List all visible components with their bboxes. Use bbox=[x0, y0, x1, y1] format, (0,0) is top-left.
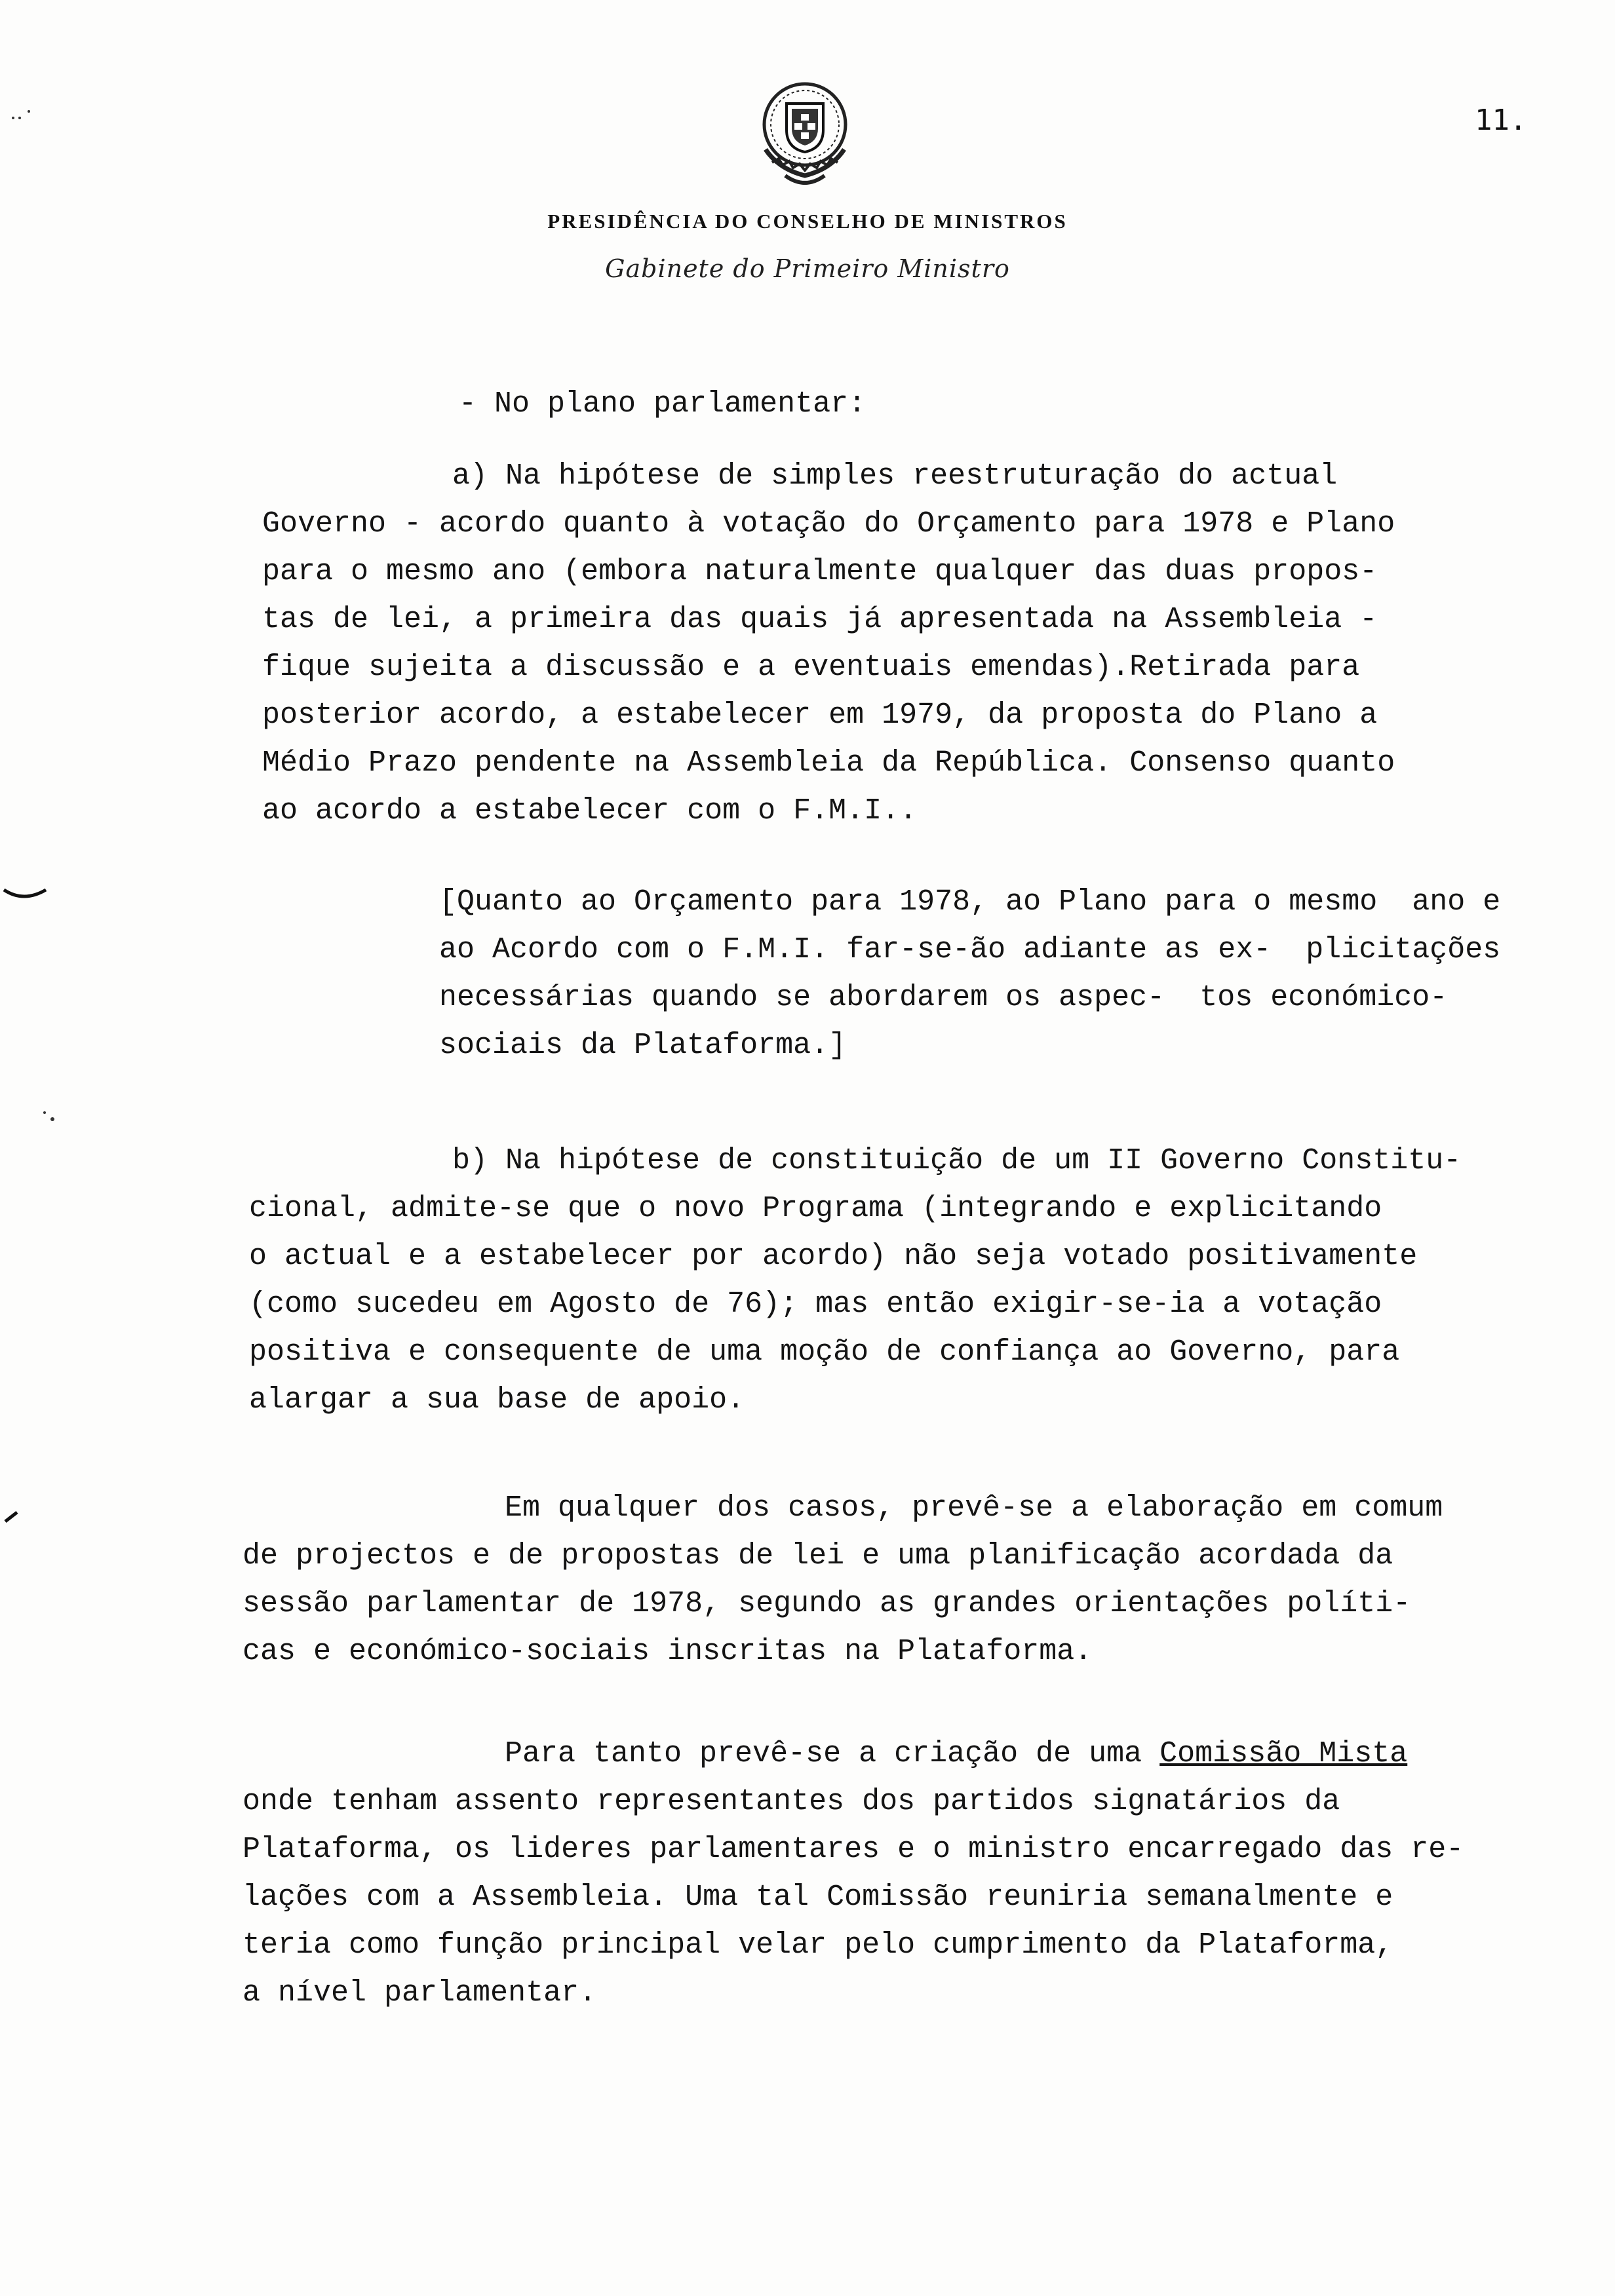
text-line: ao acordo a estabelecer com o F.M.I.. bbox=[262, 794, 918, 828]
letterhead-office: Gabinete do Primeiro Ministro bbox=[605, 254, 1010, 283]
text-line: ano e ao Acordo com o F.M.I. far-se-ão adiante as ex- bbox=[439, 885, 1501, 966]
text-line: para o mesmo ano (embora naturalmente qualquer das duas propos- bbox=[262, 555, 1378, 588]
text-line: plicitações necessárias quando se abordarem os aspec- bbox=[439, 933, 1501, 1014]
text-run: Para tanto prevê-se a criação de uma bbox=[505, 1737, 1160, 1770]
text-line: (como sucedeu em Agosto de 76); mas então exigir-se-ia a votação bbox=[249, 1288, 1382, 1321]
text-line: lações com a Assembleia. Uma tal Comissão reuniria semanalmente e bbox=[243, 1881, 1393, 1914]
margin-dots bbox=[39, 1107, 59, 1127]
text-line: b) Na hipótese de constituição de um II Governo Constitu- bbox=[452, 1144, 1462, 1177]
text-line: Plataforma, os lideres parlamentares e o ministro encarregado das re- bbox=[243, 1833, 1464, 1866]
text-line: fique sujeita a discussão e a eventuais emendas).Retirada para bbox=[262, 651, 1360, 684]
coat-of-arms-emblem bbox=[752, 77, 857, 192]
letterhead-institution: PRESIDÊNCIA DO CONSELHO DE MINISTROS bbox=[547, 210, 1068, 233]
page-number: 11. bbox=[1475, 104, 1527, 137]
section-intro: - No plano parlamentar: bbox=[459, 387, 866, 421]
text-line: cional, admite-se que o novo Programa (integrando e explicitando bbox=[249, 1192, 1382, 1225]
text-line: Em qualquer dos casos, prevê-se a elaboração em comum bbox=[505, 1491, 1443, 1525]
text-line: tas de lei, a primeira das quais já apresentada na Assembleia - bbox=[262, 603, 1378, 636]
text-line: posterior acordo, a estabelecer em 1979, da proposta do Plano a bbox=[262, 698, 1378, 732]
text-line: a nível parlamentar. bbox=[243, 1976, 597, 2010]
underlined-term: Comissão Mista bbox=[1159, 1737, 1408, 1770]
bracketed-note bbox=[439, 878, 1508, 1069]
text-line: teria como função principal velar pelo cumprimento da Plataforma, bbox=[243, 1928, 1393, 1962]
paragraph-d bbox=[243, 1730, 1573, 2017]
margin-scratch-mark bbox=[3, 885, 49, 904]
paragraph-b bbox=[243, 1137, 1573, 1424]
text-line: Médio Prazo pendente na Assembleia da República. Consenso quanto bbox=[262, 746, 1395, 780]
text-line: tos económico-sociais da Plataforma.] bbox=[439, 981, 1448, 1062]
text-line: de projectos e de propostas de lei e uma planificação acordada da bbox=[243, 1539, 1393, 1573]
text-line: positiva e consequente de uma moção de confiança ao Governo, para bbox=[249, 1335, 1400, 1369]
margin-dots bbox=[9, 105, 35, 124]
text-line: cas e económico-sociais inscritas na Plataforma. bbox=[243, 1635, 1093, 1668]
text-line: [Quanto ao Orçamento para 1978, ao Plano para o mesmo bbox=[439, 885, 1378, 919]
text-line: Governo - acordo quanto à votação do Orçamento para 1978 e Plano bbox=[262, 507, 1395, 541]
text-line: sessão parlamentar de 1978, segundo as grandes orientações políti- bbox=[243, 1587, 1411, 1620]
text-line: onde tenham assento representantes dos partidos signatários da bbox=[243, 1785, 1340, 1818]
paragraph-a bbox=[243, 452, 1573, 835]
text-line: a) Na hipótese de simples reestruturação do actual bbox=[452, 459, 1338, 493]
paragraph-c bbox=[243, 1484, 1573, 1675]
text-line: alargar a sua base de apoio. bbox=[249, 1383, 745, 1417]
text-line bbox=[505, 1730, 1573, 1778]
document-body bbox=[243, 380, 1573, 835]
margin-scratch-mark bbox=[3, 1507, 22, 1527]
text-line: o actual e a estabelecer por acordo) não seja votado positivamente bbox=[249, 1240, 1418, 1273]
